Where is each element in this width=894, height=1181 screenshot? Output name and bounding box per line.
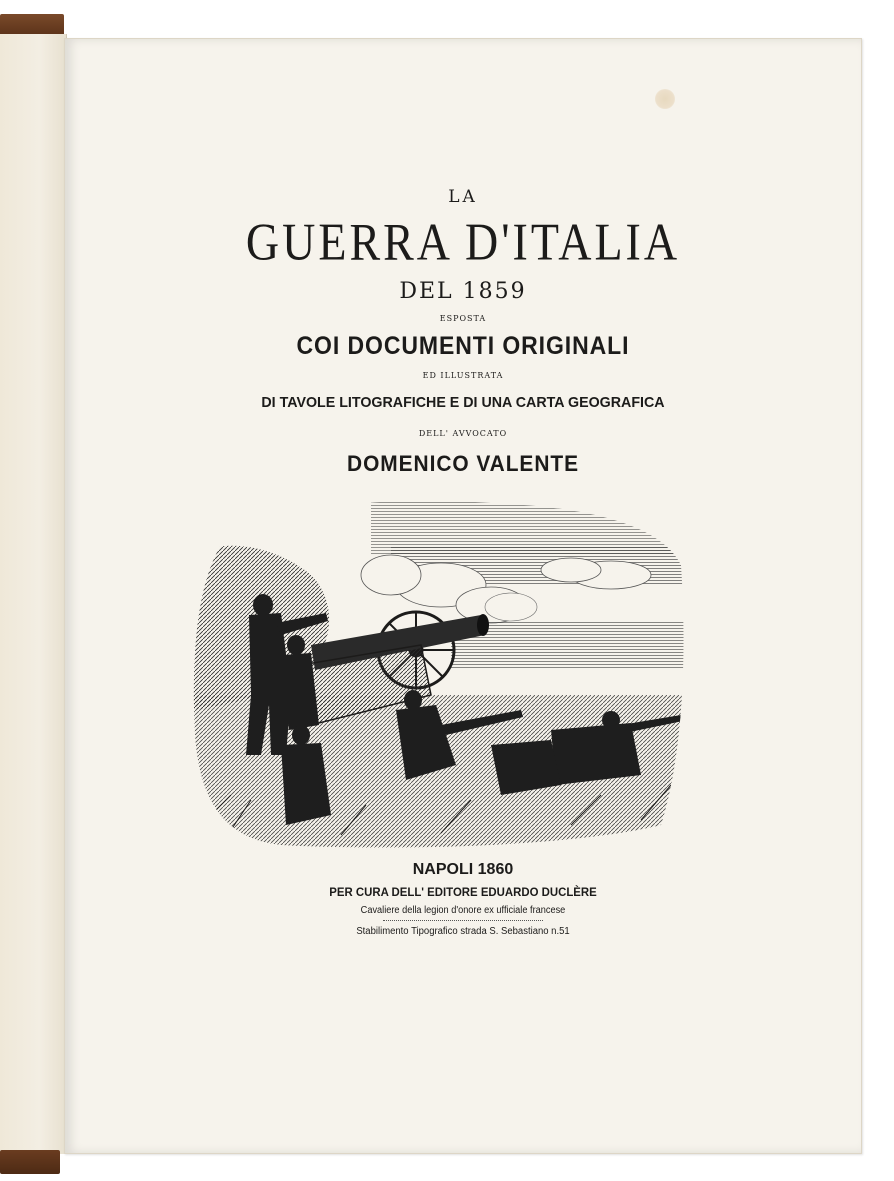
title-page [64, 38, 862, 1154]
battle-engraving [191, 495, 687, 851]
paper-stain [655, 89, 675, 109]
dotted-rule [383, 920, 543, 921]
printer-line: Stabilimento Tipografico strada S. Sebastiano n.51 [356, 926, 570, 937]
publisher-line: PER CURA DELL' EDITORE EDUARDO DUCLÈRE [329, 885, 597, 899]
esposta-line: ESPOSTA [439, 314, 487, 323]
publisher-title: Cavaliere della legion d'onore ex ufficiale francese [360, 905, 566, 916]
endpaper [0, 34, 67, 1154]
leather-spine-top [0, 14, 64, 36]
documents-line: COI DOCUMENTI ORIGINALI [296, 332, 630, 360]
year-line: DEL 1859 [399, 279, 527, 304]
illustrated-line: ED ILLUSTRATA [422, 371, 504, 380]
main-title: GUERRA D'ITALIA [245, 212, 681, 271]
title-article: LA [448, 187, 478, 207]
place-year: NAPOLI 1860 [412, 861, 514, 878]
plates-line: DI TAVOLE LITOGRAFICHE E DI UNA CARTA GEOGRAFICA [261, 394, 665, 411]
author-prefix: DELL' AVVOCATO [418, 429, 508, 438]
leather-spine-bottom [0, 1150, 60, 1174]
author-name: DOMENICO VALENTE [347, 451, 579, 476]
